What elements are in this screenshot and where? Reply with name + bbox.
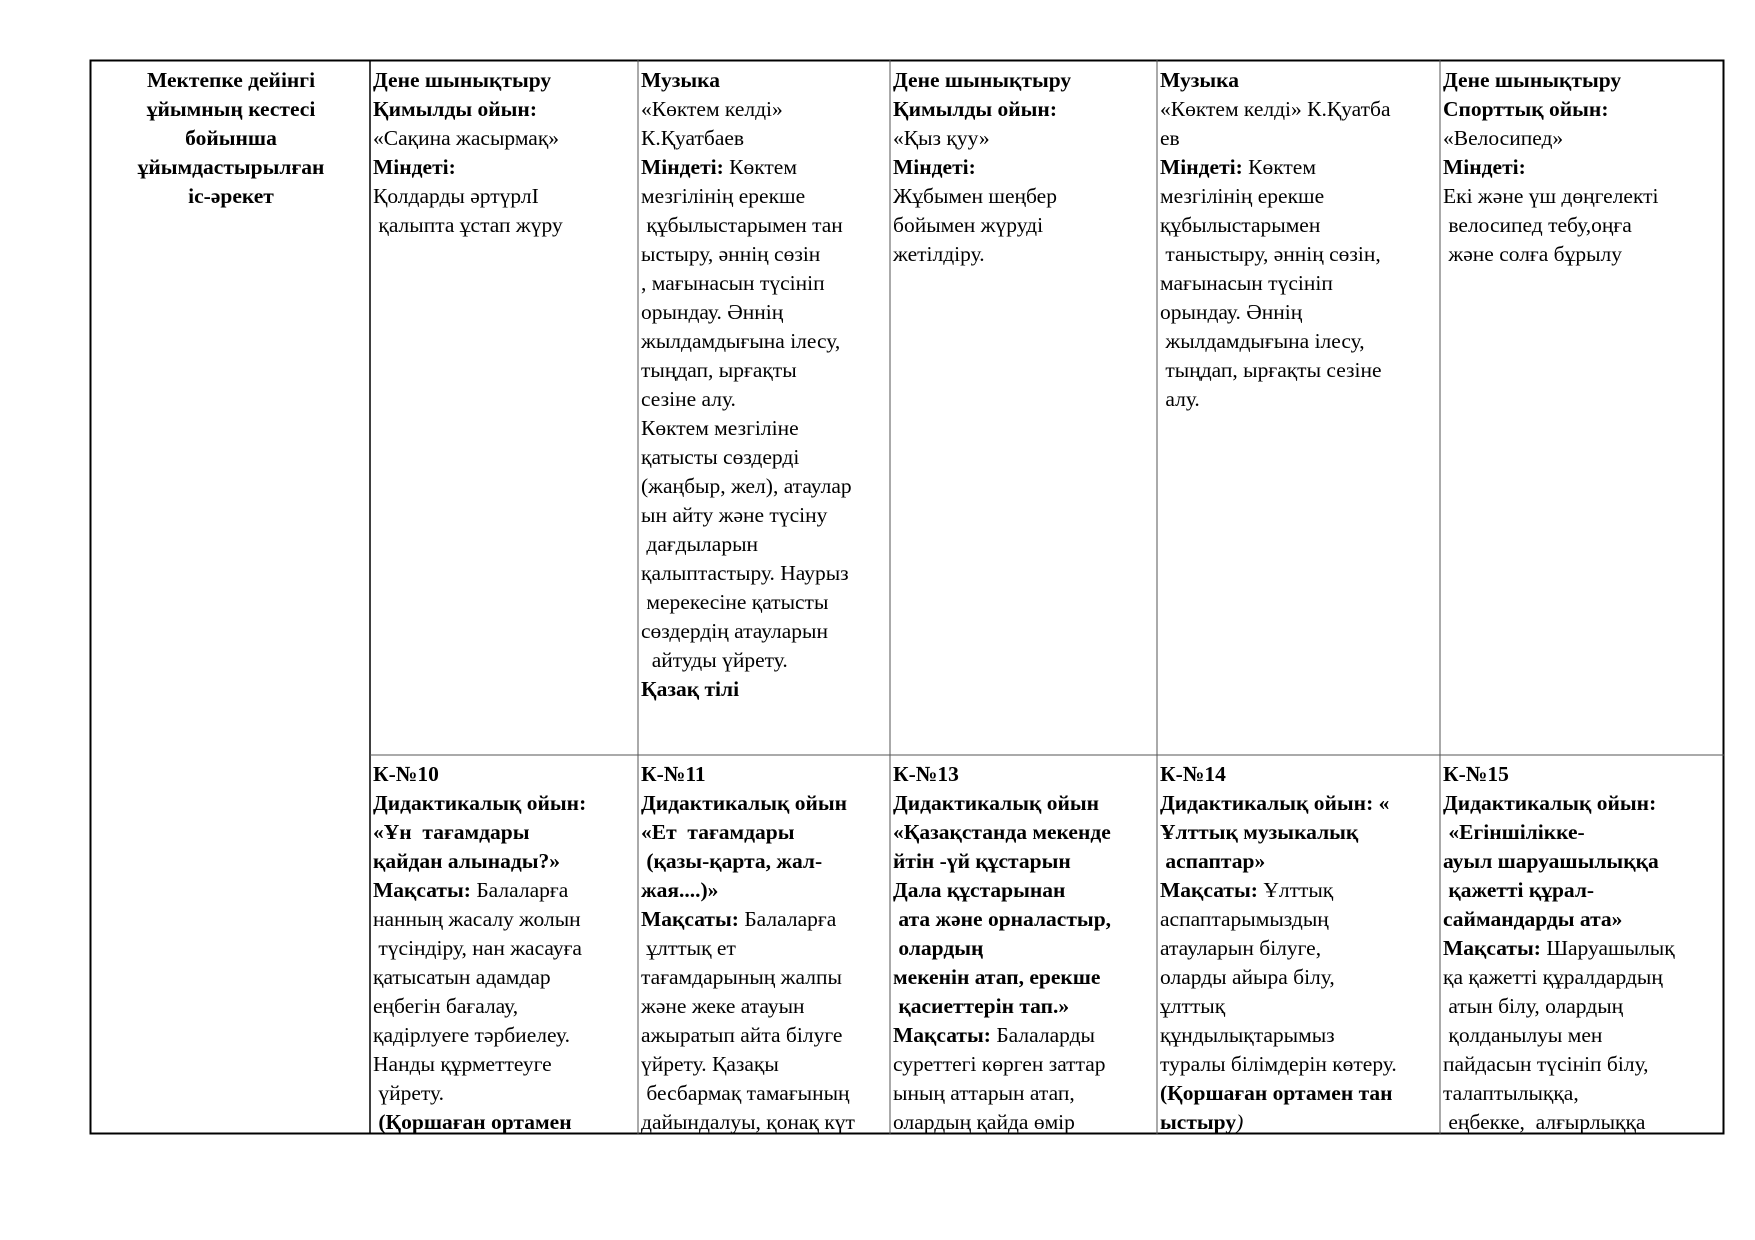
cell-text-line: аспаптарымыздың <box>1160 907 1329 931</box>
bold-label: Мақсаты: <box>893 1023 991 1047</box>
cell-text-line: «Егіншілікке- <box>1443 820 1585 844</box>
activity-cell-physical-education-2 <box>891 62 1157 754</box>
cell-text-line: ыстыру, әннің сөзін <box>641 242 821 266</box>
cell-text-line: қадірлуеге тәрбиелеу. <box>373 1023 570 1047</box>
game-cell-k11 <box>639 756 890 1133</box>
row-header-line: іс-әрекет <box>188 184 274 208</box>
cell-text-line: Дене шынықтыру <box>893 68 1072 92</box>
cell-text-line: атауларын білуге, <box>1160 936 1322 960</box>
cell-text-line: (қазы-қарта, жал- <box>641 849 823 873</box>
cell-text-line: мерекесіне қатысты <box>641 590 829 614</box>
cell-text-line: ата және орналастыр, <box>893 907 1112 931</box>
text-fragment: Көктем <box>1242 155 1316 179</box>
text-fragment: Балаларға <box>470 878 569 902</box>
cell-text-line: К-№14 <box>1160 762 1226 786</box>
cell-text-line: сезіне алу. <box>641 387 736 411</box>
bold-label: Міндеті: <box>1160 155 1243 179</box>
cell-text-line: Нанды құрметтеуге <box>373 1052 552 1076</box>
cell-text-line <box>893 1021 1155 1050</box>
cell-text-line: айтуды үйрету. <box>641 648 788 672</box>
cell-text-line: мағынасын түсініп <box>1160 271 1333 295</box>
text-fragment: ) <box>1236 1110 1244 1133</box>
cell-text-line: дайындалуы, қонақ күт <box>641 1110 855 1133</box>
text-fragment: Балаларға <box>738 907 837 931</box>
cell-text-line <box>1160 153 1438 182</box>
cell-text-line: және жеке атауын <box>641 994 805 1018</box>
cell-text-line: ауыл шаруашылыққа <box>1443 849 1659 873</box>
cell-text-line: қатысатын адамдар <box>373 965 551 989</box>
cell-text-line: К-№13 <box>893 762 959 786</box>
activity-cell-music-1 <box>639 62 890 754</box>
cell-text-line: алу. <box>1160 387 1200 411</box>
row-header-line: бойынша <box>185 126 277 150</box>
cell-text-line: К-№15 <box>1443 762 1509 786</box>
activity-cell-physical-education-3 <box>1441 62 1723 754</box>
cell-text-line: атын білу, олардың <box>1443 994 1624 1018</box>
text-fragment: Шаруашылық <box>1540 936 1675 960</box>
text-fragment: Көктем <box>723 155 797 179</box>
cell-text-line: «Көктем келді» <box>641 97 783 121</box>
cell-text-line: Дидактикалық ойын: <box>373 791 587 815</box>
cell-text-line: Қолдарды әртүрлІ <box>373 184 539 208</box>
cell-text-line: жая....)» <box>641 878 719 902</box>
cell-text-line: «Сақина жасырмақ» <box>373 126 560 150</box>
cell-text-line: (жаңбыр, жел), атаулар <box>641 474 852 498</box>
bold-label: Мақсаты: <box>1443 936 1541 960</box>
cell-text-line: К-№11 <box>641 762 706 786</box>
cell-text-line <box>641 905 888 934</box>
cell-text-line: , мағынасын түсініп <box>641 271 825 295</box>
cell-text-line: саймандарды ата» <box>1443 907 1623 931</box>
cell-text-line: құбылыстарымен тан <box>641 213 843 237</box>
cell-text-line <box>1160 1108 1438 1133</box>
cell-text-line: Дидактикалық ойын: « <box>1160 791 1390 815</box>
cell-text-line: түсіндіру, нан жасауға <box>373 936 582 960</box>
cell-text-line: орындау. Әннің <box>1160 300 1303 324</box>
game-cell-k14 <box>1158 756 1440 1133</box>
cell-text-line: Ұлттық музыкалық <box>1160 820 1359 844</box>
cell-text-line: Дидактикалық ойын <box>893 791 1100 815</box>
cell-text-line: дағдыларын <box>641 532 759 556</box>
cell-text-line: Дене шынықтыру <box>373 68 552 92</box>
game-cell-k15 <box>1441 756 1723 1133</box>
cell-text-line: ажыратып айта білуге <box>641 1023 843 1047</box>
cell-text-line: Міндеті: <box>373 155 456 179</box>
cell-text-line: жылдамдығына ілесу, <box>1160 329 1365 353</box>
cell-text-line: мекенін атап, ерекше <box>893 965 1101 989</box>
cell-text-line: Музыка <box>1160 68 1239 92</box>
cell-text-line <box>1443 934 1721 963</box>
cell-text-line: Дидактикалық ойын: <box>1443 791 1657 815</box>
cell-text-line: нанның жасалу жолын <box>373 907 581 931</box>
cell-text-line: қасиеттерін тап.» <box>893 994 1070 1018</box>
cell-text-line: пайдасын түсініп білу, <box>1443 1052 1649 1076</box>
cell-text-line: олардың қайда өмір <box>893 1110 1075 1133</box>
bold-label: ыстыру <box>1160 1110 1237 1133</box>
cell-text-line: ұлттық <box>1160 994 1226 1018</box>
cell-text-line: талаптылыққа, <box>1443 1081 1579 1105</box>
cell-text-line: Дала құстарынан <box>893 878 1066 902</box>
cell-text-line: қажетті құрал- <box>1443 878 1595 902</box>
row-header-line: Мектепке дейінгі <box>146 68 316 92</box>
cell-text-line: ының аттарын атап, <box>893 1081 1075 1105</box>
cell-text-line: ын айту және түсіну <box>641 503 828 527</box>
row-header-line: ұйымның кестесі <box>146 97 316 121</box>
cell-text-line: К.Қуатбаев <box>641 126 745 150</box>
bold-label: Мақсаты: <box>1160 878 1258 902</box>
text-fragment: Балаларды <box>990 1023 1095 1047</box>
cell-text-line: жетілдіру. <box>893 242 985 266</box>
cell-text-line: мезгілінің ерекше <box>641 184 806 208</box>
cell-text-line: Қимылды ойын: <box>893 97 1057 121</box>
row-header-cell <box>92 62 370 362</box>
cell-text-line: «Қазақстанда мекенде <box>893 820 1111 844</box>
cell-text-line: тағамдарының жалпы <box>641 965 842 989</box>
cell-text-line: Міндеті: <box>893 155 976 179</box>
game-cell-k13 <box>891 756 1157 1133</box>
cell-text-line: қайдан алынады?» <box>373 849 561 873</box>
cell-text-line: Дене шынықтыру <box>1443 68 1622 92</box>
cell-text-line: тыңдап, ырғақты <box>641 358 797 382</box>
cell-text-line: велосипед тебу,оңға <box>1443 213 1632 237</box>
cell-text-line: «Ұн тағамдары <box>373 820 530 844</box>
row-header-line: ұйымдастырылған <box>137 155 325 179</box>
cell-text-line: Жұбымен шеңбер <box>893 184 1057 208</box>
activity-cell-music-2 <box>1158 62 1440 754</box>
cell-text-line: К-№10 <box>373 762 439 786</box>
cell-text-line: орындау. Әннің <box>641 300 784 324</box>
cell-text-line: қолданылуы мен <box>1443 1023 1603 1047</box>
cell-text-line: «Көктем келді» К.Қуатба <box>1160 97 1391 121</box>
cell-text-line <box>373 876 636 905</box>
cell-text-line: аспаптар» <box>1160 849 1266 873</box>
cell-text-line: қалыпта ұстап жүру <box>373 213 563 237</box>
cell-text-line: Екі және үш дөңгелекті <box>1443 184 1659 208</box>
cell-text-line: қа қажетті құралдардың <box>1443 965 1663 989</box>
cell-text-line: құбылыстарымен <box>1160 213 1321 237</box>
cell-text-line: үйрету. Қазақы <box>641 1052 779 1076</box>
cell-text-line: ұлттық ет <box>641 936 736 960</box>
cell-text-line: Спорттық ойын: <box>1443 97 1609 121</box>
cell-text-line: Музыка <box>641 68 720 92</box>
cell-text-line: сөздердің атауларын <box>641 619 829 643</box>
cell-text-line: (Қоршаған ортамен <box>373 1110 572 1133</box>
cell-text-line: Қазақ тілі <box>641 677 740 701</box>
cell-text-line: «Қыз қуу» <box>893 126 990 150</box>
cell-text-line: қалыптастыру. Наурыз <box>641 561 849 585</box>
cell-text-line: еңбегін бағалау, <box>373 994 519 1018</box>
cell-text-line: Дидактикалық ойын <box>641 791 848 815</box>
cell-text-line <box>641 153 888 182</box>
cell-text-line: суреттегі көрген заттар <box>893 1052 1106 1076</box>
cell-text-line: таныстыру, әннің сөзін, <box>1160 242 1381 266</box>
cell-text-line: «Ет тағамдары <box>641 820 795 844</box>
game-cell-k10 <box>371 756 638 1133</box>
cell-text-line: құндылықтарымыз <box>1160 1023 1335 1047</box>
cell-text-line: Көктем мезгіліне <box>641 416 799 440</box>
cell-text-line: жылдамдығына ілесу, <box>641 329 841 353</box>
cell-text-line <box>1160 876 1438 905</box>
cell-text-line: йтін -үй құстарын <box>893 849 1071 873</box>
cell-text-line: «Велосипед» <box>1443 126 1564 150</box>
cell-text-line: Міндеті: <box>1443 155 1526 179</box>
cell-text-line: үйрету. <box>373 1081 445 1105</box>
activity-cell-physical-education-1 <box>371 62 638 754</box>
cell-text-line: еңбекке, алғырлыққа <box>1443 1110 1646 1133</box>
cell-text-line: қатысты сөздерді <box>641 445 800 469</box>
cell-text-line: бесбармақ тамағының <box>641 1081 850 1105</box>
cell-text-line: туралы білімдерін көтеру. <box>1160 1052 1397 1076</box>
cell-text-line: және солға бұрылу <box>1443 242 1623 266</box>
bold-label: Міндеті: <box>641 155 724 179</box>
bold-label: Мақсаты: <box>641 907 739 931</box>
cell-text-line: ев <box>1160 126 1180 150</box>
bold-label: Мақсаты: <box>373 878 471 902</box>
cell-text-line: (Қоршаған ортамен тан <box>1160 1081 1393 1105</box>
text-fragment: Ұлттық <box>1257 878 1334 902</box>
cell-text-line: Қимылды ойын: <box>373 97 537 121</box>
cell-text-line: мезгілінің ерекше <box>1160 184 1325 208</box>
cell-text-line: бойымен жүруді <box>893 213 1044 237</box>
cell-text-line: олардың <box>893 936 984 960</box>
cell-text-line: оларды айыра білу, <box>1160 965 1335 989</box>
cell-text-line: тыңдап, ырғақты сезіне <box>1160 358 1382 382</box>
